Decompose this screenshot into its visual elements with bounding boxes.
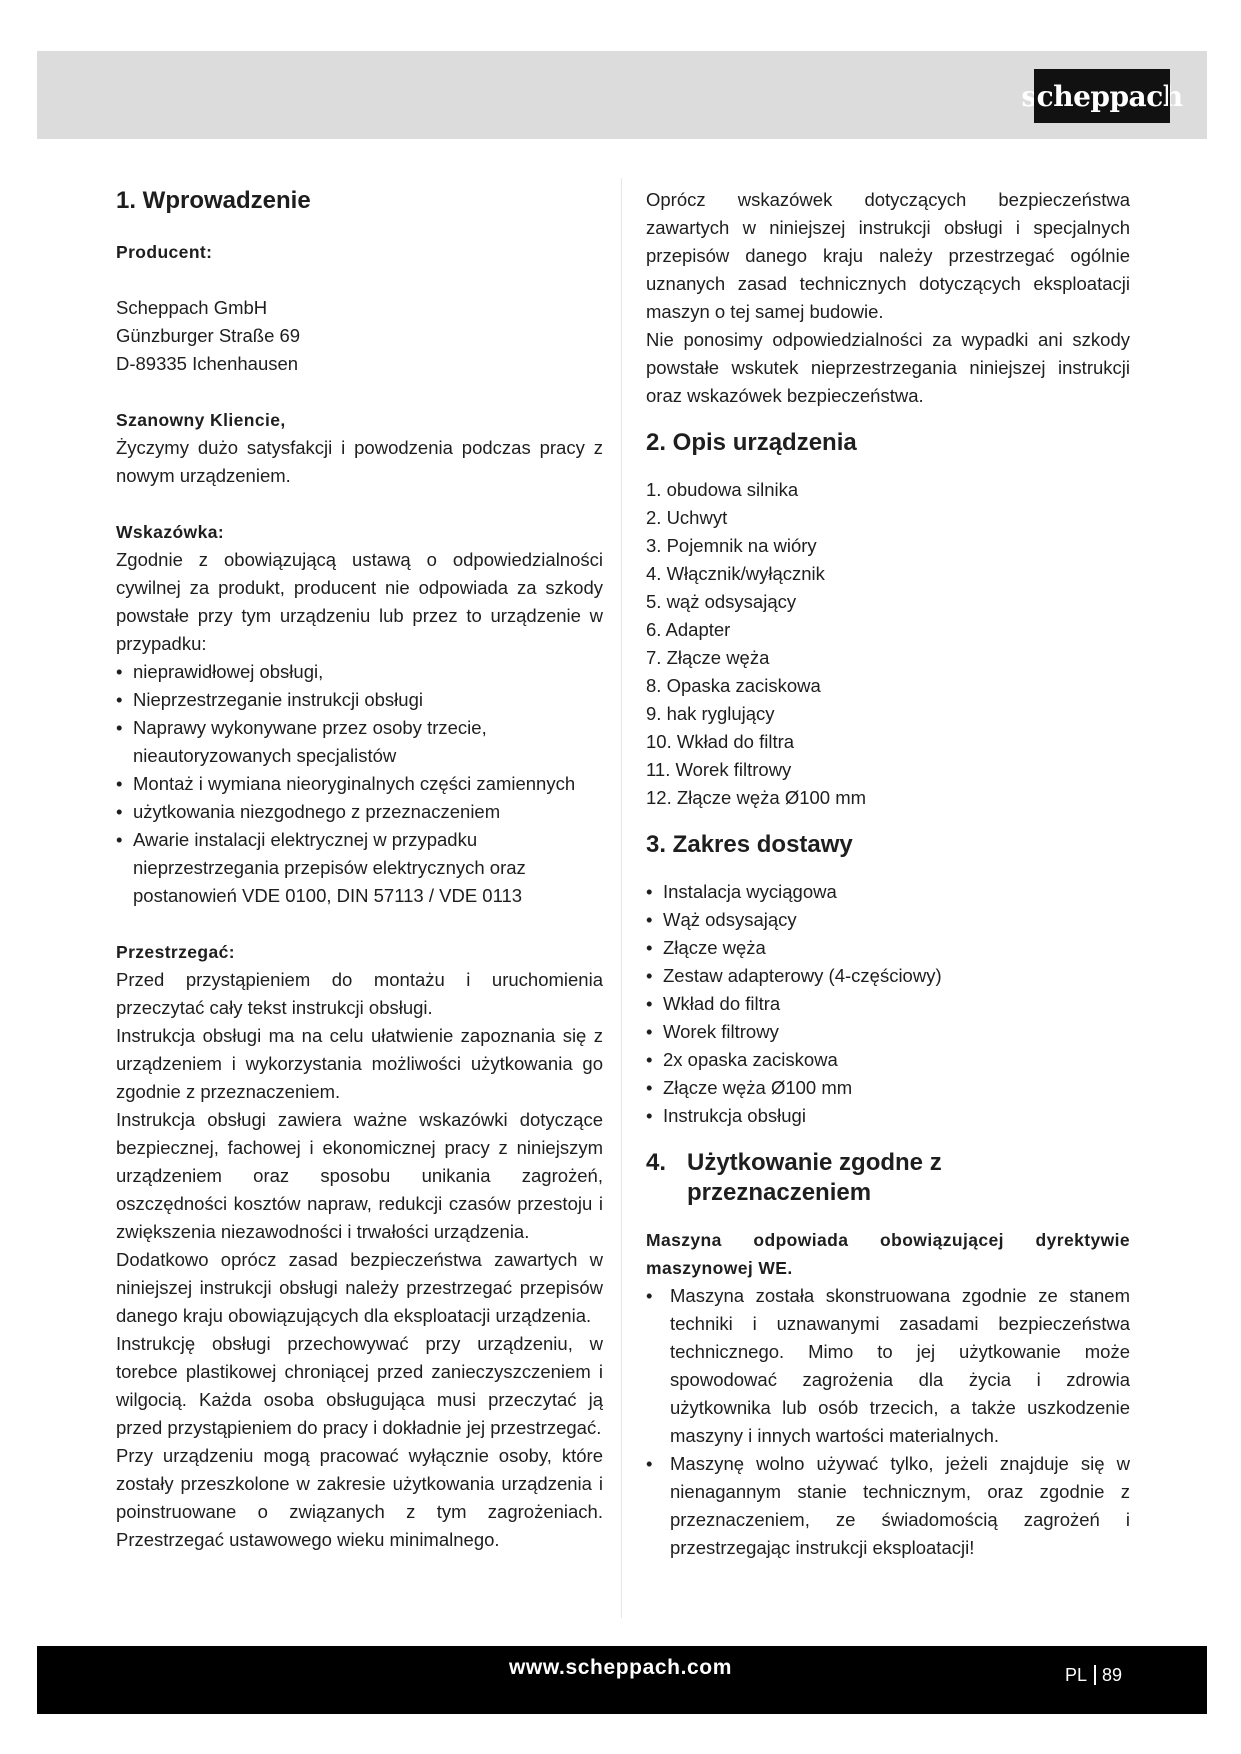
section-1-title: 1. Wprowadzenie — [116, 187, 311, 214]
paragraph: Instrukcja obsługi zawiera ważne wskazówki dotyczące bezpiecznej, fachowej i ekonomicznej pracy z niniejszym urządzeniem oraz sposobu unikania zagrożeń, oszczędności kosztów napraw, redukcji czasów przestoju i zwiększenia niezawodności i trwałości urządzenia. — [116, 1109, 603, 1242]
paragraph: Instrukcja obsługi ma na celu ułatwienie zapoznania się z urządzeniem i wykorzystania możliwości użytkowania go zgodnie z przeznaczeniem. — [116, 1025, 603, 1102]
list-item: 3. Pojemnik na wióry — [646, 535, 817, 556]
footer-page-indicator — [1065, 1665, 1122, 1686]
list-item: • 2x opaska zaciskowa — [646, 1046, 1130, 1074]
list-item: 6. Adapter — [646, 619, 731, 640]
list-item: 12. Złącze węża Ø100 mm — [646, 787, 867, 808]
list-item: 1. obudowa silnika — [646, 479, 799, 500]
list-item: • Naprawy wykonywane przez osoby trzecie, nieautoryzowanych specjalistów — [116, 714, 603, 770]
paragraph: Przed przystąpieniem do montażu i uruchomienia przeczytać cały tekst instrukcji obsługi. — [116, 969, 603, 1018]
device-parts-list — [646, 476, 1130, 812]
list-item: • Worek filtrowy — [646, 1018, 1130, 1046]
greeting-text: Życzymy dużo satysfakcji i powodzenia podczas pracy z nowym urządzeniem. — [116, 437, 603, 486]
list-item: • użytkowania niezgodnego z przeznaczeniem — [116, 798, 603, 826]
list-item: 9. hak ryglujący — [646, 703, 775, 724]
paragraph: Instrukcję obsługi przechowywać przy urządzeniu, w torebce plastikowej chroniącej przed zanieczyszczeniem i wilgocią. Każda osoba obsługująca musi przeczytać ją przed przystąpieniem do pracy i dokładnie jej przestrzegać. — [116, 1333, 603, 1438]
section-3-title: 3. Zakres dostawy — [646, 831, 853, 858]
list-item: • Złącze węża — [646, 934, 1130, 962]
list-item: 11. Worek filtrowy — [646, 759, 792, 780]
producer-label: Producent: — [116, 242, 213, 262]
list-item: 5. wąż odsysający — [646, 591, 797, 612]
address-line: Scheppach GmbH — [116, 297, 268, 318]
list-item: • nieprawidłowej obsługi, — [116, 658, 603, 686]
section-4-list — [646, 1282, 1130, 1562]
address-line: D-89335 Ichenhausen — [116, 353, 299, 374]
list-item: • Zestaw adapterowy (4-częściowy) — [646, 962, 1130, 990]
footer-url: www.scheppach.com — [509, 1656, 732, 1679]
list-item: 10. Wkład do filtra — [646, 731, 795, 752]
list-item: • Wąż odsysający — [646, 906, 1130, 934]
section-4-lead: Maszyna odpowiada obowiązującej dyrektywie maszynowej WE. — [646, 1230, 1130, 1278]
paragraph: Przy urządzeniu mogą pracować wyłącznie osoby, które zostały przeszkolone w zakresie użytkowania urządzenia i poinstruowane o związanych z tym zagrożeniach. Przestrzegać ustawowego wieku minimalnego. — [116, 1445, 603, 1550]
section-4-number: 4. — [646, 1149, 667, 1176]
list-item: • Maszynę wolno używać tylko, jeżeli znajduje się w nienagannym stanie technicznym, oraz zgodnie z przeznaczeniem, ze świadomością zagrożeń i przestrzegając instrukcji eksploatacji! — [646, 1450, 1130, 1562]
observe-title: Przestrzegać: — [116, 942, 236, 962]
footer-page-number: 89 — [1102, 1665, 1123, 1685]
section-2-title: 2. Opis urządzenia — [646, 429, 857, 456]
scheppach-logo: scheppach — [1036, 71, 1168, 121]
list-item: • Montaż i wymiana nieoryginalnych części zamiennych — [116, 770, 603, 798]
list-item: • Złącze węża Ø100 mm — [646, 1074, 1130, 1102]
right-column — [646, 186, 1130, 1562]
list-item: 8. Opaska zaciskowa — [646, 675, 821, 696]
list-item: • Nieprzestrzeganie instrukcji obsługi — [116, 686, 603, 714]
paragraph: Dodatkowo oprócz zasad bezpieczeństwa zawartych w niniejszej instrukcji obsługi należy przestrzegać przepisów danego kraju obowiązujących dla eksploatacji urządzenia. — [116, 1249, 603, 1326]
section-4-title — [646, 1148, 1130, 1208]
list-item: • Instrukcja obsługi — [646, 1102, 1130, 1130]
note-title: Wskazówka: — [116, 522, 225, 542]
footer-separator — [1094, 1665, 1096, 1685]
section-4-title-text: Użytkowanie zgodne z przeznaczeniem — [687, 1149, 942, 1206]
list-item: • Awarie instalacji elektrycznej w przypadku nieprzestrzegania przepisów elektrycznych oraz postanowień VDE 0100, DIN 57113 / VDE 0113 — [116, 826, 603, 910]
delivery-list — [646, 878, 1130, 1130]
paragraph: Nie ponosimy odpowiedzialności za wypadki ani szkody powstałe wskutek nieprzestrzegania niniejszej instrukcji oraz wskazówek bezpieczeństwa. — [646, 329, 1130, 406]
column-divider — [621, 178, 622, 1618]
note-text: Zgodnie z obowiązującą ustawą o odpowiedzialności cywilnej za produkt, producent nie odpowiada za szkody powstałe przy tym urządzeniu lub przez to urządzenie w przypadku: — [116, 549, 603, 654]
list-item: 2. Uchwyt — [646, 507, 728, 528]
list-item: 7. Złącze węża — [646, 647, 770, 668]
note-list — [116, 658, 603, 910]
paragraph: Oprócz wskazówek dotyczących bezpieczeństwa zawartych w niniejszej instrukcji obsługi i specjalnych przepisów danego kraju należy przestrzegać ogólnie uznanych zasad technicznych dotyczących eksploatacji maszyn o tej samej budowie. — [646, 189, 1130, 322]
list-item: • Wkład do filtra — [646, 990, 1130, 1018]
footer-lang: PL — [1065, 1665, 1088, 1685]
list-item: • Maszyna została skonstruowana zgodnie ze stanem techniki i uznawanymi zasadami bezpieczeństwa technicznego. Mimo to jej użytkowanie może spowodować zagrożenia dla życia i zdrowia użytkownika lub osób trzecich, a także uszkodzenie maszyny i innych wartości materialnych. — [646, 1282, 1130, 1450]
left-column — [116, 186, 603, 1554]
list-item: 4. Włącznik/wyłącznik — [646, 563, 825, 584]
address-line: Günzburger Straße 69 — [116, 325, 301, 346]
list-item: • Instalacja wyciągowa — [646, 878, 1130, 906]
greeting-title: Szanowny Kliencie, — [116, 410, 286, 430]
